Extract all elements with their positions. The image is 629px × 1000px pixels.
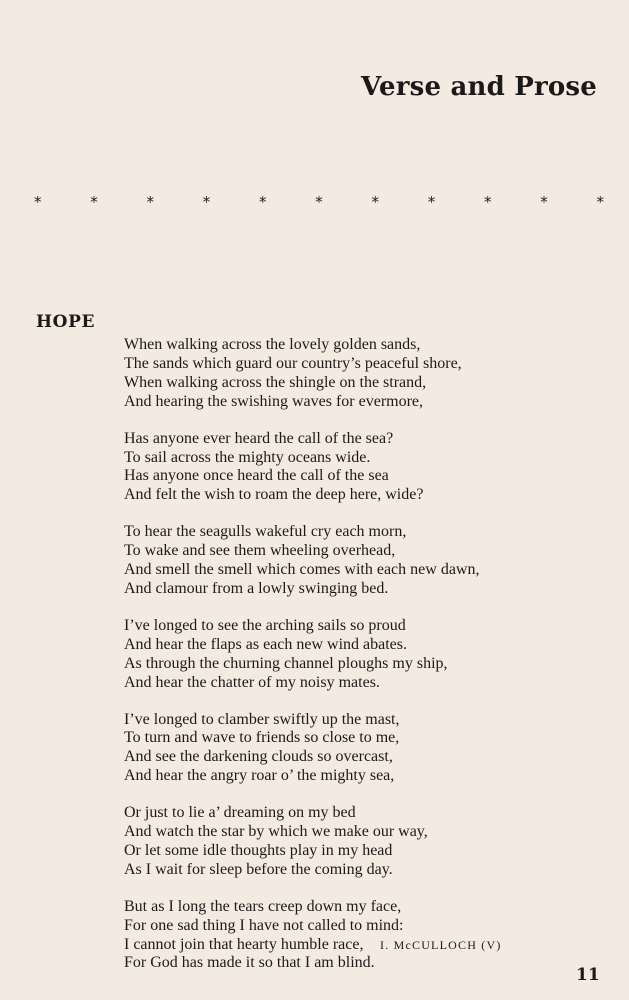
poem-line: Or let some idle thoughts play in my head xyxy=(124,841,393,859)
separator-star: * xyxy=(315,193,323,211)
stanza xyxy=(124,898,604,974)
separator-star: * xyxy=(259,193,267,211)
poem-line: And hear the flaps as each new wind abates. xyxy=(124,635,407,653)
poem-line: And felt the wish to roam the deep here, wide? xyxy=(124,486,424,504)
poem-body xyxy=(124,336,604,991)
poem-line: The sands which guard our country’s peaceful shore, xyxy=(124,354,462,372)
poem-line: And see the darkening clouds so overcast, xyxy=(124,748,393,766)
poem-line: I’ve longed to see the arching sails so proud xyxy=(124,616,406,634)
poem-line: Has anyone once heard the call of the sea xyxy=(124,467,389,485)
section-title: Verse and Prose xyxy=(360,72,597,102)
separator-star: * xyxy=(90,193,98,211)
stanza xyxy=(124,711,604,787)
poem-line: And watch the star by which we make our way, xyxy=(124,823,428,841)
separator-star: * xyxy=(202,193,211,211)
poem-line: To hear the seagulls wakeful cry each morn, xyxy=(124,523,407,541)
stanza xyxy=(124,617,604,693)
poem-line: For God has made it so that I am blind. xyxy=(124,954,375,972)
stanza xyxy=(124,336,604,412)
poem-line: And smell the smell which comes with each new dawn, xyxy=(124,561,480,579)
stanza xyxy=(124,430,604,506)
poem-line: As through the churning channel ploughs my ship, xyxy=(124,654,448,672)
separator-star: * xyxy=(427,193,436,211)
poem-line: I cannot join that hearty humble race, xyxy=(124,935,364,953)
poem-line: When walking across the shingle on the strand, xyxy=(124,373,427,391)
poem-title: HOPE xyxy=(36,312,96,332)
stanza xyxy=(124,523,604,599)
star-separator xyxy=(34,192,604,212)
poem-line: To sail across the mighty oceans wide. xyxy=(124,448,371,466)
author-credit: I. McCULLOCH (V) xyxy=(380,938,502,952)
poem-line: When walking across the lovely golden sands, xyxy=(124,336,421,353)
separator-star: * xyxy=(596,193,604,211)
poem-line: As I wait for sleep before the coming day. xyxy=(124,860,393,878)
poem-line: To wake and see them wheeling overhead, xyxy=(124,542,396,560)
stanza xyxy=(124,804,604,880)
poem-line: Or just to lie a’ dreaming on my bed xyxy=(124,804,356,822)
poem-line: And clamour from a lowly swinging bed. xyxy=(124,579,389,597)
page-number: 11 xyxy=(576,965,600,985)
separator-star: * xyxy=(540,193,548,211)
poem-line: I’ve longed to clamber swiftly up the mast, xyxy=(124,710,400,728)
poem-line: For one sad thing I have not called to mind: xyxy=(124,916,404,934)
separator-star: * xyxy=(146,193,154,211)
separator-star: * xyxy=(34,193,42,211)
poem-line: To turn and wave to friends so close to me, xyxy=(124,729,400,747)
poem-line: And hear the chatter of my noisy mates. xyxy=(124,673,380,691)
poem-line: And hear the angry roar o’ the mighty sea, xyxy=(124,767,395,785)
poem-line: But as I long the tears creep down my face, xyxy=(124,897,402,915)
poem-line: Has anyone ever heard the call of the sea? xyxy=(124,429,394,447)
separator-star: * xyxy=(484,193,492,211)
separator-star: * xyxy=(371,193,379,211)
poem-line: And hearing the swishing waves for evermore, xyxy=(124,392,424,410)
